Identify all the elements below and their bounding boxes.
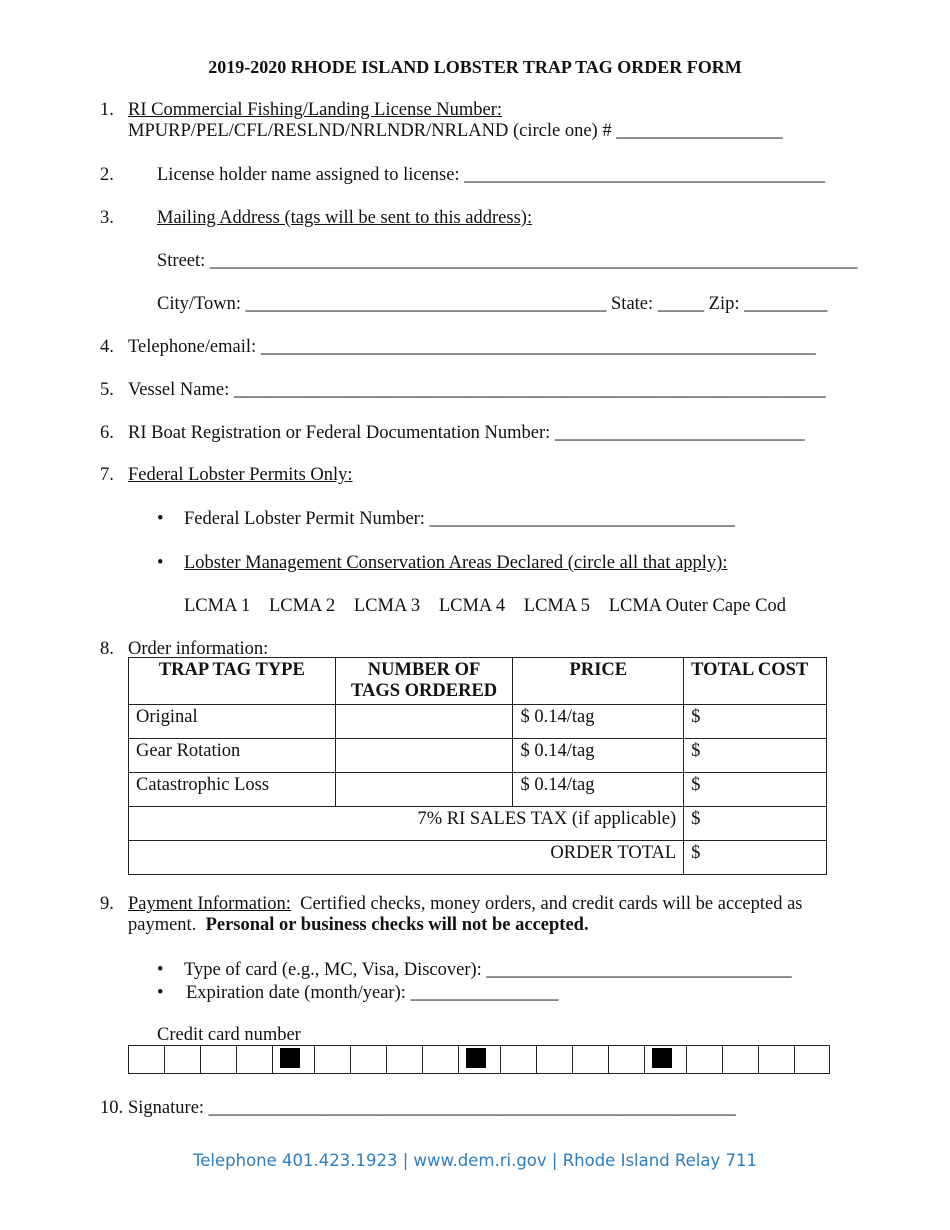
- tag-type-cell: Gear Rotation: [129, 739, 336, 773]
- credit-card-number-grid: [128, 1045, 830, 1074]
- telephone-email-field[interactable]: Telephone/email: ____________________________________________________________: [128, 337, 816, 357]
- price-cell: $ 0.14/tag: [513, 739, 684, 773]
- total-cost-cell[interactable]: $: [684, 773, 827, 807]
- expiration-date-field[interactable]: Expiration date (month/year): ________________: [186, 983, 559, 1003]
- bullet-icon: •: [157, 509, 164, 529]
- cc-digit-box[interactable]: [758, 1045, 794, 1074]
- order-information-label: Order information:: [128, 639, 269, 659]
- vessel-name-field[interactable]: Vessel Name: ________________________________________________________________: [128, 380, 826, 400]
- contact-footer: Telephone 401.423.1923 | www.dem.ri.gov | Rhode Island Relay 711: [192, 1151, 757, 1170]
- cc-digit-box[interactable]: [536, 1045, 572, 1074]
- lcma-option[interactable]: LCMA 5: [523, 596, 591, 616]
- credit-card-label: Credit card number: [157, 1025, 301, 1045]
- tag-type-cell: Original: [129, 705, 336, 739]
- lcma-option[interactable]: LCMA 4: [438, 596, 506, 616]
- payment-info-label: Payment Information:: [128, 894, 291, 914]
- lcma-areas-label: Lobster Management Conservation Areas Declared (circle all that apply):: [184, 553, 728, 573]
- table-row: [129, 705, 827, 739]
- item-6-number: 6.: [100, 423, 114, 443]
- cc-separator-box: [458, 1045, 500, 1074]
- order-total-value[interactable]: $: [684, 841, 827, 875]
- license-holder-name-field[interactable]: License holder name assigned to license: _______________________________________: [157, 165, 825, 185]
- item-7-number: 7.: [100, 465, 114, 485]
- payment-info-text-2: payment.: [128, 915, 197, 935]
- cc-digit-box[interactable]: [350, 1045, 386, 1074]
- order-table: [128, 657, 827, 875]
- cc-digit-box[interactable]: [128, 1045, 164, 1074]
- total-cost-cell[interactable]: $: [684, 739, 827, 773]
- license-number-label: RI Commercial Fishing/Landing License Number:: [128, 100, 503, 120]
- lcma-option[interactable]: LCMA Outer Cape Cod: [608, 596, 786, 616]
- table-row: [129, 773, 827, 807]
- payment-info-line-1: [128, 893, 803, 915]
- order-total-row: [129, 841, 827, 875]
- payment-info-text: Certified checks, money orders, and credit cards will be accepted as: [300, 894, 803, 914]
- sales-tax-label: 7% RI SALES TAX (if applicable): [129, 807, 684, 841]
- payment-info-line-2: [128, 914, 589, 936]
- cc-digit-box[interactable]: [686, 1045, 722, 1074]
- cc-digit-box[interactable]: [236, 1045, 272, 1074]
- header-trap-tag-type: TRAP TAG TYPE: [129, 658, 336, 705]
- cc-separator-box: [644, 1045, 686, 1074]
- tag-type-cell: Catastrophic Loss: [129, 773, 336, 807]
- lcma-options: [184, 595, 786, 617]
- item-8-number: 8.: [100, 639, 114, 659]
- item-3-number: 3.: [100, 208, 114, 228]
- cc-digit-box[interactable]: [608, 1045, 644, 1074]
- street-field[interactable]: Street: ______________________________________________________________________: [157, 251, 858, 271]
- federal-permit-number-field[interactable]: Federal Lobster Permit Number: _________________________________: [184, 509, 735, 529]
- number-ordered-cell[interactable]: [335, 773, 513, 807]
- federal-permits-label: Federal Lobster Permits Only:: [128, 465, 353, 485]
- header-price: PRICE: [513, 658, 684, 705]
- number-ordered-cell[interactable]: [335, 705, 513, 739]
- cc-digit-box[interactable]: [386, 1045, 422, 1074]
- cc-digit-box[interactable]: [314, 1045, 350, 1074]
- order-table-header: [129, 658, 827, 705]
- signature-field[interactable]: Signature: _________________________________________________________: [128, 1098, 736, 1118]
- cc-digit-box[interactable]: [500, 1045, 536, 1074]
- card-type-field[interactable]: Type of card (e.g., MC, Visa, Discover): _________________________________: [184, 960, 792, 980]
- mailing-address-label: Mailing Address (tags will be sent to this address):: [157, 208, 533, 228]
- cc-digit-box[interactable]: [794, 1045, 830, 1074]
- bullet-icon: •: [157, 553, 164, 573]
- lcma-option[interactable]: LCMA 2: [268, 596, 336, 616]
- price-cell: $ 0.14/tag: [513, 705, 684, 739]
- item-1-number: 1.: [100, 100, 114, 120]
- lcma-option[interactable]: LCMA 1: [184, 596, 251, 616]
- checks-not-accepted-notice: Personal or business checks will not be accepted.: [205, 915, 589, 935]
- bullet-icon: •: [157, 960, 164, 980]
- cc-digit-box[interactable]: [422, 1045, 458, 1074]
- sales-tax-value[interactable]: $: [684, 807, 827, 841]
- separator-block: [652, 1048, 672, 1068]
- separator-block: [466, 1048, 486, 1068]
- item-4-number: 4.: [100, 337, 114, 357]
- boat-registration-field[interactable]: RI Boat Registration or Federal Documentation Number: ___________________________: [128, 423, 805, 443]
- cc-digit-box[interactable]: [572, 1045, 608, 1074]
- header-total-cost: TOTAL COST: [684, 658, 827, 705]
- table-row: [129, 739, 827, 773]
- item-2-number: 2.: [100, 165, 114, 185]
- license-type-field[interactable]: MPURP/PEL/CFL/RESLND/NRLNDR/NRLAND (circle one) # __________________: [128, 121, 783, 141]
- cc-digit-box[interactable]: [200, 1045, 236, 1074]
- cc-separator-box: [272, 1045, 314, 1074]
- separator-block: [280, 1048, 300, 1068]
- number-ordered-cell[interactable]: [335, 739, 513, 773]
- cc-digit-box[interactable]: [722, 1045, 758, 1074]
- price-cell: $ 0.14/tag: [513, 773, 684, 807]
- city-state-zip-field[interactable]: City/Town: _______________________________________ State: _____ Zip: _________: [157, 294, 828, 314]
- total-cost-cell[interactable]: $: [684, 705, 827, 739]
- item-5-number: 5.: [100, 380, 114, 400]
- page-title: 2019-2020 RHODE ISLAND LOBSTER TRAP TAG ORDER FORM: [208, 57, 742, 77]
- cc-digit-box[interactable]: [164, 1045, 200, 1074]
- item-9-number: 9.: [100, 894, 114, 914]
- lcma-option[interactable]: LCMA 3: [353, 596, 421, 616]
- header-number-of-tags: NUMBER OF TAGS ORDERED: [335, 658, 513, 705]
- sales-tax-row: [129, 807, 827, 841]
- order-total-label: ORDER TOTAL: [129, 841, 684, 875]
- bullet-icon: •: [157, 983, 164, 1003]
- item-10-number: 10.: [100, 1098, 124, 1118]
